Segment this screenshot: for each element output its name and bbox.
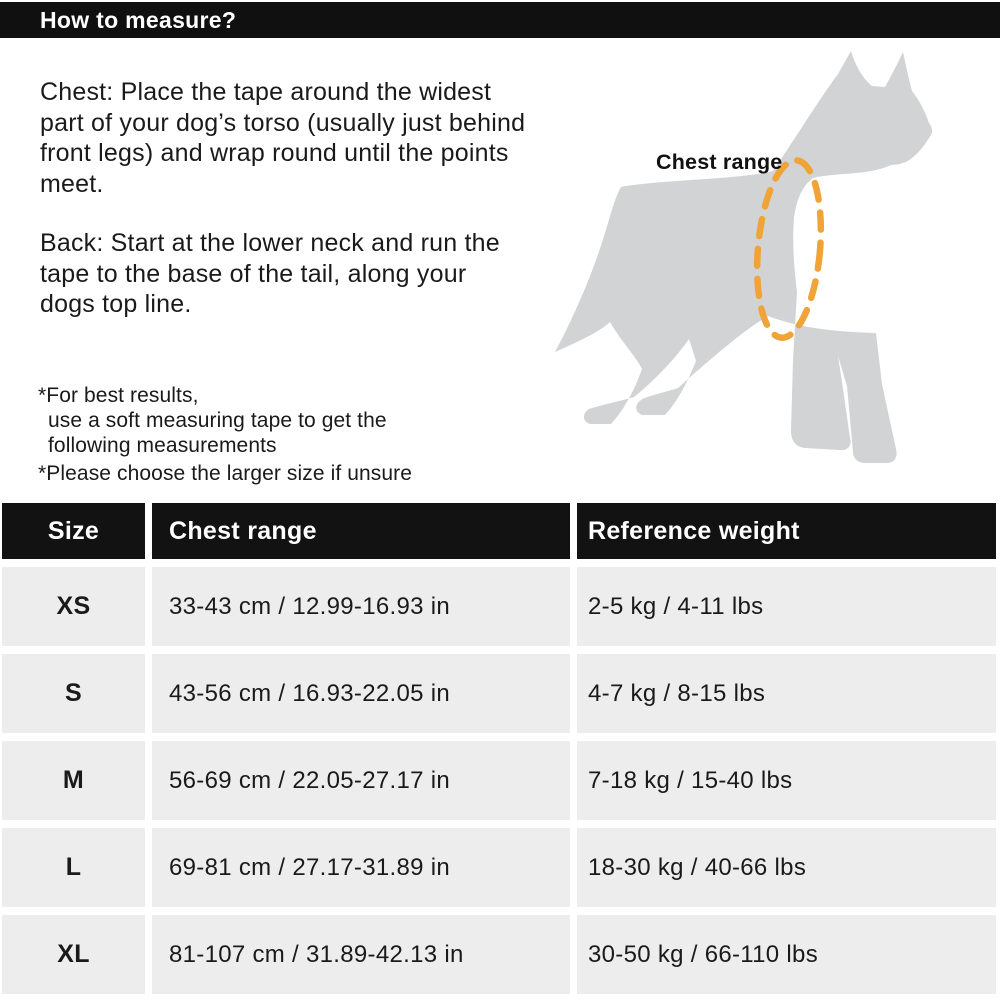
dog-silhouette xyxy=(555,51,932,463)
chest-instructions-line: front legs) and wrap round until the points xyxy=(40,139,509,167)
weight-cell: 2-5 kg / 4-11 lbs xyxy=(577,567,996,646)
weight-cell: 4-7 kg / 8-15 lbs xyxy=(577,654,996,733)
back-instructions xyxy=(40,228,500,320)
column-header-chest: Chest range xyxy=(152,503,570,559)
weight-cell: 30-50 kg / 66-110 lbs xyxy=(577,915,996,994)
table-row xyxy=(2,567,996,646)
chest-instructions xyxy=(40,77,525,199)
size-cell: M xyxy=(2,741,145,820)
table-header-row xyxy=(2,503,996,559)
weight-cell: 7-18 kg / 15-40 lbs xyxy=(577,741,996,820)
size-cell: XS xyxy=(2,567,145,646)
chest-cell: 69-81 cm / 27.17-31.89 in xyxy=(152,828,570,907)
chest-cell: 81-107 cm / 31.89-42.13 in xyxy=(152,915,570,994)
back-instructions-line: Back: Start at the lower neck and run the xyxy=(40,229,500,257)
size-chart-table xyxy=(2,503,996,994)
column-header-size: Size xyxy=(2,503,145,559)
footnote-line: following measurements xyxy=(48,434,277,457)
chest-cell: 33-43 cm / 12.99-16.93 in xyxy=(152,567,570,646)
chest-cell: 56-69 cm / 22.05-27.17 in xyxy=(152,741,570,820)
table-row xyxy=(2,828,996,907)
column-header-weight: Reference weight xyxy=(577,503,996,559)
size-cell: XL xyxy=(2,915,145,994)
table-row xyxy=(2,915,996,994)
table-row xyxy=(2,741,996,820)
table-row xyxy=(2,654,996,733)
chest-range-label: Chest range xyxy=(656,150,783,174)
chest-instructions-line: part of your dog’s torso (usually just behind xyxy=(40,108,526,137)
weight-cell: 18-30 kg / 40-66 lbs xyxy=(577,828,996,907)
footnote-line: *For best results, xyxy=(38,384,199,407)
dog-measurement-diagram xyxy=(540,30,1000,490)
chest-cell: 43-56 cm / 16.93-22.05 in xyxy=(152,654,570,733)
page-title: How to measure? xyxy=(40,6,237,33)
footnote-line: use a soft measuring tape to get the xyxy=(48,409,387,432)
chest-instructions-line: meet. xyxy=(40,169,104,198)
chest-instructions-line: Chest: Place the tape around the widest xyxy=(40,78,492,106)
footnote-best-results xyxy=(38,383,387,458)
size-cell: L xyxy=(2,828,145,907)
size-cell: S xyxy=(2,654,145,733)
back-instructions-line: tape to the base of the tail, along your xyxy=(40,259,467,288)
back-instructions-line: dogs top line. xyxy=(40,290,192,318)
footnote-larger-size: *Please choose the larger size if unsure xyxy=(38,462,413,485)
